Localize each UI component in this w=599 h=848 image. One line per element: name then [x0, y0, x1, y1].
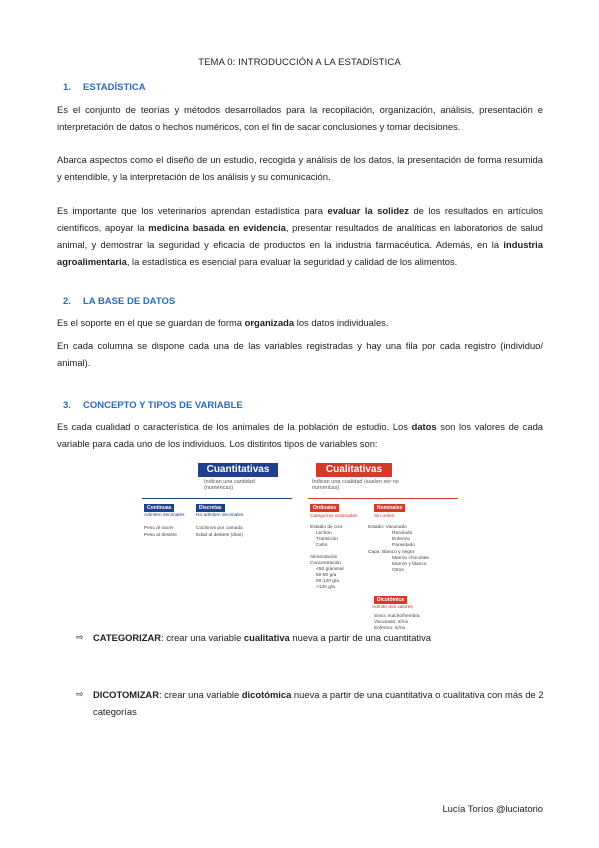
ordinales-example: Cebo — [316, 543, 328, 548]
ordinales-example: 50-80 g/a — [316, 573, 337, 578]
nominales-example: Parasitado — [392, 543, 415, 548]
arrow-icon: ⇨ — [76, 632, 84, 642]
dicotomica-example: Vacunado: sí/no — [374, 620, 409, 625]
ordinales-example: Estadio de cría — [310, 525, 342, 530]
discretas-example: Cochinos por camada — [196, 526, 243, 531]
arrow-icon: ⇨ — [76, 689, 84, 699]
nominales-example: Marrón chocolate — [392, 556, 430, 561]
dicotomica-label: Dicotómica — [374, 596, 407, 604]
continuas-label: Continuas — [144, 504, 174, 512]
variable-types-diagram — [140, 458, 470, 631]
document-page: TEMA 0: INTRODUCCIÓN A LA ESTADÍSTICA 1. ESTADÍSTICA Es el conjunto de teorías y métodos desarrollados para la recopilación, organización, análisis, presentación e interpretación de datos o hechos numéricos, con el fin de sacar conclusiones y tomar decisiones. Abarca aspectos como el diseño de un estudio, recogida y análisis de los datos, la presentación de forma resumida y entendible, y la interpretación de los análisis y su comunicación. Es importante que los veterinarios aprendan estadística para evaluar la solidez de los resultados en artículos científicos, apoyar la medicina basada en evidencia, presentar resultados de analíticas en laboratorios de salud animal, y demostrar la seguridad y eficacia de productos en la industria farmacéutica. Además, en la industria agroalimentaria, la estadística es esencial para evaluar la seguridad y calidad de los alimentos. 2. LA BASE DE DATOS Es el soporte en el que se guardan de forma organizada los datos individuales. En cada columna se dispone cada una de las variables registradas y hay una fila por cada registro (individuo/ animal). 3. CONCEPTO Y TIPOS DE VARIABLE Es cada cualidad o característica de los animales de la población de estudio. Los datos son los valores de cada variable para cada uno de los individuos. Los distintos tipos de variables son: Cuantitativas Indican una cantidad (numéricas) Continuas Admiten decimales Peso al nacer Peso al destete Discretas No admiten decimales Cochinos por camada Edad al destete (días) Cualitativas Indican una cualidad (suelen ser no numéricas) Ordinales Categorías ordenadas Estadio de cría Lechón Transición Cebo Alimentación Concentración <50 g/animal 50-80 g/a 80-120 g/a >120 g/a Nominales Sin orden Estado: Vacunado Recelado Enfermo Parasitado Capa: Blanco y negro Marrón chocolate Marrón y blanco Otros Dicotómica Admite dos valores Sexo: macho/hembra Vacunado: sí/no Enfermo: sí/no ⇨ CATEGORIZAR: crear una variable cualitativa nueva a partir de una cuantitativa ⇨ DICOTOMIZAR: crear una variable dicotómica nueva a partir de una cuantitativa o cualitativa con más de 2 categorías Lucía Toríos @luciatorio — [0, 0, 599, 848]
continuas-subtitle: Admiten decimales — [144, 513, 185, 518]
cualitativas-subtitle: Indican una cualidad (suelen ser no numéricas) — [312, 479, 399, 491]
nominales-label: Nominales — [374, 504, 405, 512]
ordinales-label: Ordinales — [310, 504, 339, 512]
ordinales-example: <50 g/animal — [316, 567, 344, 572]
ordinales-example: Alimentación — [310, 555, 338, 560]
dicotomica-example: Sexo: macho/hembra — [374, 614, 420, 619]
section-heading-1: 1. ESTADÍSTICA — [63, 82, 146, 93]
paragraph-variable: Es cada cualidad o característica de los animales de la población de estudio. Los datos son los valores de cada variable para cada uno de los individuos. Los distintos tipos de variables son: — [57, 421, 543, 449]
nominales-example: Recelado — [392, 531, 413, 536]
nominales-subtitle: Sin orden — [374, 514, 395, 519]
ordinales-example: Transición — [316, 537, 338, 542]
section-heading-2: 2. LA BASE DE DATOS — [63, 296, 176, 307]
ordinales-example: Lechón — [316, 531, 332, 536]
paragraph-columns: En cada columna se dispone cada una de las variables registradas y hay una fila por cada registro (individuo/ animal). — [57, 340, 543, 368]
continuas-example: Peso al nacer — [144, 526, 174, 531]
cualitativas-header: Cualitativas — [316, 463, 392, 477]
continuas-example: Peso al destete — [144, 533, 178, 538]
ordinales-example: 80-120 g/a — [316, 579, 339, 584]
paragraph-definition: Es el conjunto de teorías y métodos desarrollados para la recopilación, organización, análisis, presentación e interpretación de datos o hechos numéricos, con el fin de sacar conclusiones y tomar decisiones. — [57, 104, 543, 132]
ordinales-example: Concentración — [310, 561, 341, 566]
nominales-example: Enfermo — [392, 537, 411, 542]
cuantitativas-subtitle: Indican una cantidad (numéricas) — [204, 479, 255, 491]
dicotomica-example: Enfermo: sí/no — [374, 626, 406, 631]
ordinales-subtitle: Categorías ordenadas — [310, 514, 358, 519]
page-title: TEMA 0: INTRODUCCIÓN A LA ESTADÍSTICA — [198, 57, 401, 68]
nominales-example: Estado: Vacunado — [368, 525, 407, 530]
discretas-label: Discretas — [196, 504, 225, 512]
page-footer-author: Lucía Toríos @luciatorio — [442, 803, 543, 814]
paragraph-importance: Es importante que los veterinarios aprendan estadística para evaluar la solidez de los resultados en artículos científicos, apoyar la medicina basada en evidencia, presentar resultados de analíticas en laboratorios de salud animal, y demostrar la seguridad y eficacia de productos en la industria farmacéutica. Además, en la industria agroalimentaria, la estadística es esencial para evaluar la seguridad y calidad de los alimentos. — [57, 205, 544, 267]
paragraph-database: Es el soporte en el que se guardan de forma organizada los datos individuales. — [57, 317, 389, 328]
ordinales-example: >120 g/a — [316, 585, 335, 590]
dicotomica-subtitle: Admite dos valores — [372, 605, 413, 610]
nominales-example: Capa: Blanco y negro — [368, 550, 415, 555]
cualitativas-divider — [308, 498, 458, 499]
section-heading-3: 3. CONCEPTO Y TIPOS DE VARIABLE — [63, 400, 243, 411]
cuantitativas-divider — [142, 498, 292, 499]
nominales-example: Marrón y blanco — [392, 562, 427, 567]
paragraph-aspects: Abarca aspectos como el diseño de un estudio, recogida y análisis de los datos, la presentación de forma resumida y entendible, y la interpretación de los análisis y su comunicación. — [57, 154, 543, 182]
cuantitativas-header: Cuantitativas — [198, 463, 278, 477]
discretas-example: Edad al destete (días) — [196, 533, 243, 538]
nominales-example: Otros — [392, 568, 404, 573]
discretas-subtitle: No admiten decimales — [196, 513, 244, 518]
